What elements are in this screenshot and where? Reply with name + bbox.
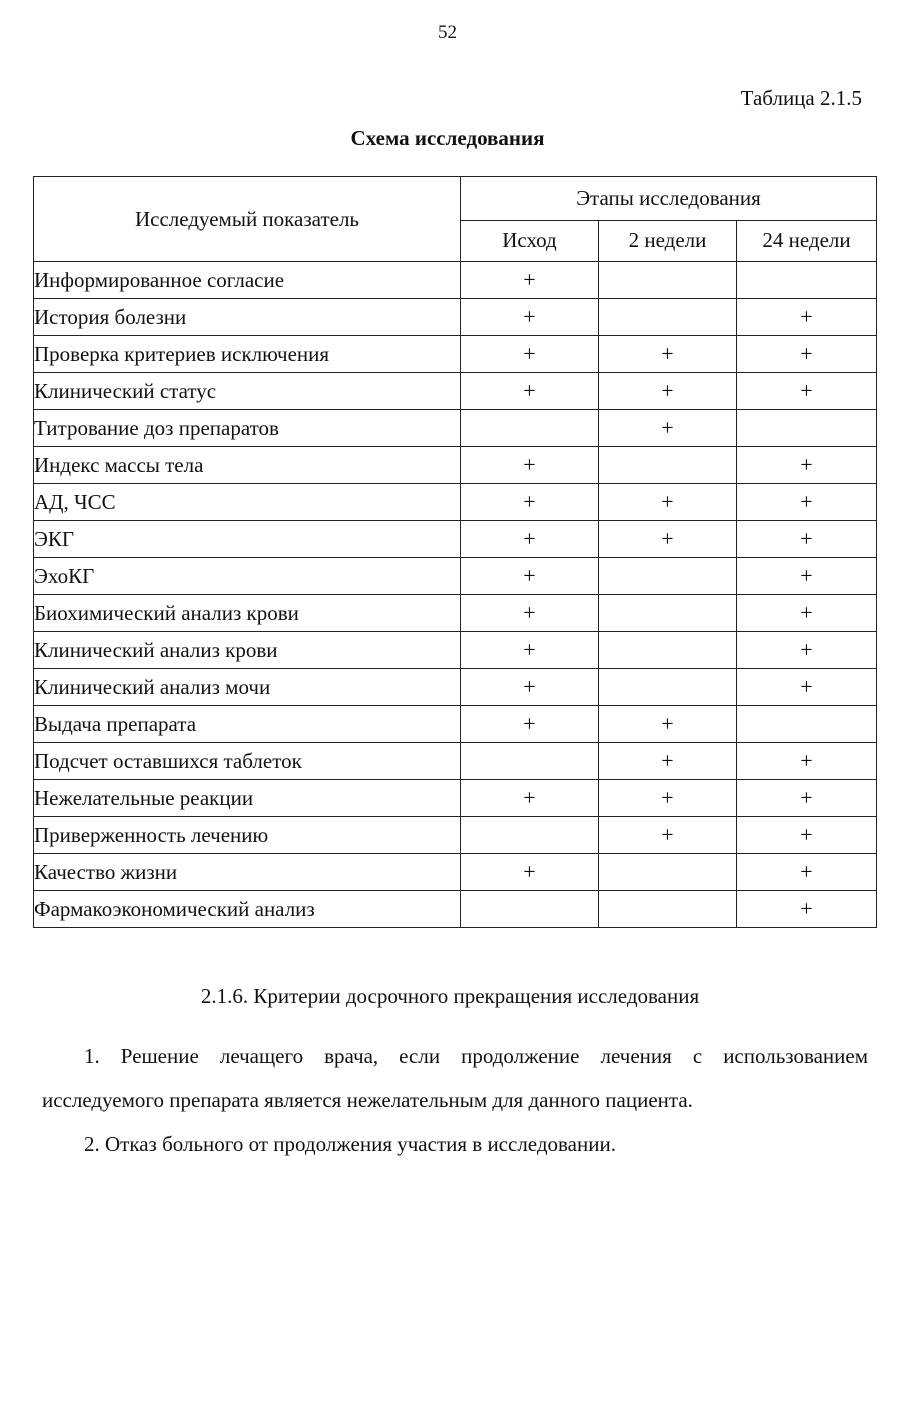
row-label: ЭКГ xyxy=(34,521,461,558)
row-label: Информированное согласие xyxy=(34,262,461,299)
row-label: Индекс массы тела xyxy=(34,447,461,484)
row-label: История болезни xyxy=(34,299,461,336)
row-label: Титрование доз препаратов xyxy=(34,410,461,447)
row-mark: + xyxy=(737,817,877,854)
row-mark xyxy=(737,410,877,447)
row-mark: + xyxy=(737,336,877,373)
header-col-baseline: Исход xyxy=(461,220,599,261)
row-mark: + xyxy=(461,595,599,632)
row-mark: + xyxy=(599,817,737,854)
row-mark: + xyxy=(599,410,737,447)
row-mark: + xyxy=(737,484,877,521)
row-mark: + xyxy=(599,484,737,521)
row-mark: + xyxy=(737,447,877,484)
table-row xyxy=(34,336,877,373)
row-label: Клинический статус xyxy=(34,373,461,410)
table-row xyxy=(34,299,877,336)
table-label: Таблица 2.1.5 xyxy=(740,86,862,110)
row-mark: + xyxy=(599,743,737,780)
table-row xyxy=(34,410,877,447)
table-row xyxy=(34,373,877,410)
row-mark xyxy=(599,854,737,891)
paragraph-2: 2. Отказ больного от продолжения участия в исследовании. xyxy=(84,1132,616,1156)
row-mark xyxy=(461,817,599,854)
row-mark: + xyxy=(461,447,599,484)
row-mark: + xyxy=(461,521,599,558)
table-row xyxy=(34,891,877,928)
row-mark: + xyxy=(461,706,599,743)
row-label: Приверженность лечению xyxy=(34,817,461,854)
row-mark: + xyxy=(461,558,599,595)
row-mark: + xyxy=(737,299,877,336)
row-mark: + xyxy=(737,632,877,669)
row-label: Нежелательные реакции xyxy=(34,780,461,817)
row-mark xyxy=(737,262,877,299)
row-mark: + xyxy=(461,299,599,336)
table-row xyxy=(34,632,877,669)
row-mark: + xyxy=(737,669,877,706)
table-body xyxy=(34,262,877,928)
row-label: Проверка критериев исключения xyxy=(34,336,461,373)
row-mark xyxy=(599,558,737,595)
row-label: Фармакоэкономический анализ xyxy=(34,891,461,928)
row-mark: + xyxy=(737,743,877,780)
header-indicator: Исследуемый показатель xyxy=(34,177,461,262)
row-mark xyxy=(461,410,599,447)
row-mark: + xyxy=(461,262,599,299)
row-mark: + xyxy=(461,669,599,706)
row-mark: + xyxy=(737,854,877,891)
row-mark: + xyxy=(599,336,737,373)
table-row xyxy=(34,595,877,632)
row-mark: + xyxy=(737,558,877,595)
row-mark: + xyxy=(599,706,737,743)
table-row xyxy=(34,743,877,780)
row-label: АД, ЧСС xyxy=(34,484,461,521)
row-mark xyxy=(461,891,599,928)
row-mark xyxy=(599,632,737,669)
row-mark: + xyxy=(461,780,599,817)
row-label: Выдача препарата xyxy=(34,706,461,743)
row-mark: + xyxy=(461,854,599,891)
row-mark: + xyxy=(461,373,599,410)
table-row xyxy=(34,780,877,817)
row-mark xyxy=(599,299,737,336)
table-row xyxy=(34,262,877,299)
study-schema-table xyxy=(33,176,877,928)
row-label: Подсчет оставшихся таблеток xyxy=(34,743,461,780)
paragraph-1: 1. Решение лечащего врача, если продолжение лечения с использованием исследуемого препарата является нежелательным для данного пациента. xyxy=(42,1044,868,1112)
row-mark xyxy=(737,706,877,743)
row-mark: + xyxy=(599,780,737,817)
row-label: Качество жизни xyxy=(34,854,461,891)
table-row xyxy=(34,447,877,484)
section-heading: 2.1.6. Критерии досрочного прекращения исследования xyxy=(200,984,700,1008)
header-col-2-weeks: 2 недели xyxy=(599,220,737,261)
row-mark xyxy=(599,891,737,928)
row-mark xyxy=(599,262,737,299)
page-number: 52 xyxy=(438,22,457,43)
header-col-24-weeks: 24 недели xyxy=(737,220,877,261)
table-row xyxy=(34,854,877,891)
row-mark xyxy=(599,669,737,706)
row-label: Клинический анализ мочи xyxy=(34,669,461,706)
row-mark: + xyxy=(737,373,877,410)
row-label: Биохимический анализ крови xyxy=(34,595,461,632)
row-mark: + xyxy=(599,373,737,410)
table-row xyxy=(34,484,877,521)
row-mark: + xyxy=(737,521,877,558)
row-mark xyxy=(599,595,737,632)
row-mark xyxy=(599,447,737,484)
row-mark: + xyxy=(461,336,599,373)
row-mark: + xyxy=(737,891,877,928)
row-label: Клинический анализ крови xyxy=(34,632,461,669)
row-mark: + xyxy=(737,595,877,632)
table-row xyxy=(34,558,877,595)
table-row xyxy=(34,521,877,558)
table-title: Схема исследования xyxy=(350,126,545,150)
row-mark: + xyxy=(599,521,737,558)
header-stages: Этапы исследования xyxy=(461,177,877,221)
row-label: ЭхоКГ xyxy=(34,558,461,595)
table-row xyxy=(34,817,877,854)
table-row xyxy=(34,706,877,743)
row-mark xyxy=(461,743,599,780)
row-mark: + xyxy=(737,780,877,817)
table-row xyxy=(34,669,877,706)
row-mark: + xyxy=(461,484,599,521)
row-mark: + xyxy=(461,632,599,669)
